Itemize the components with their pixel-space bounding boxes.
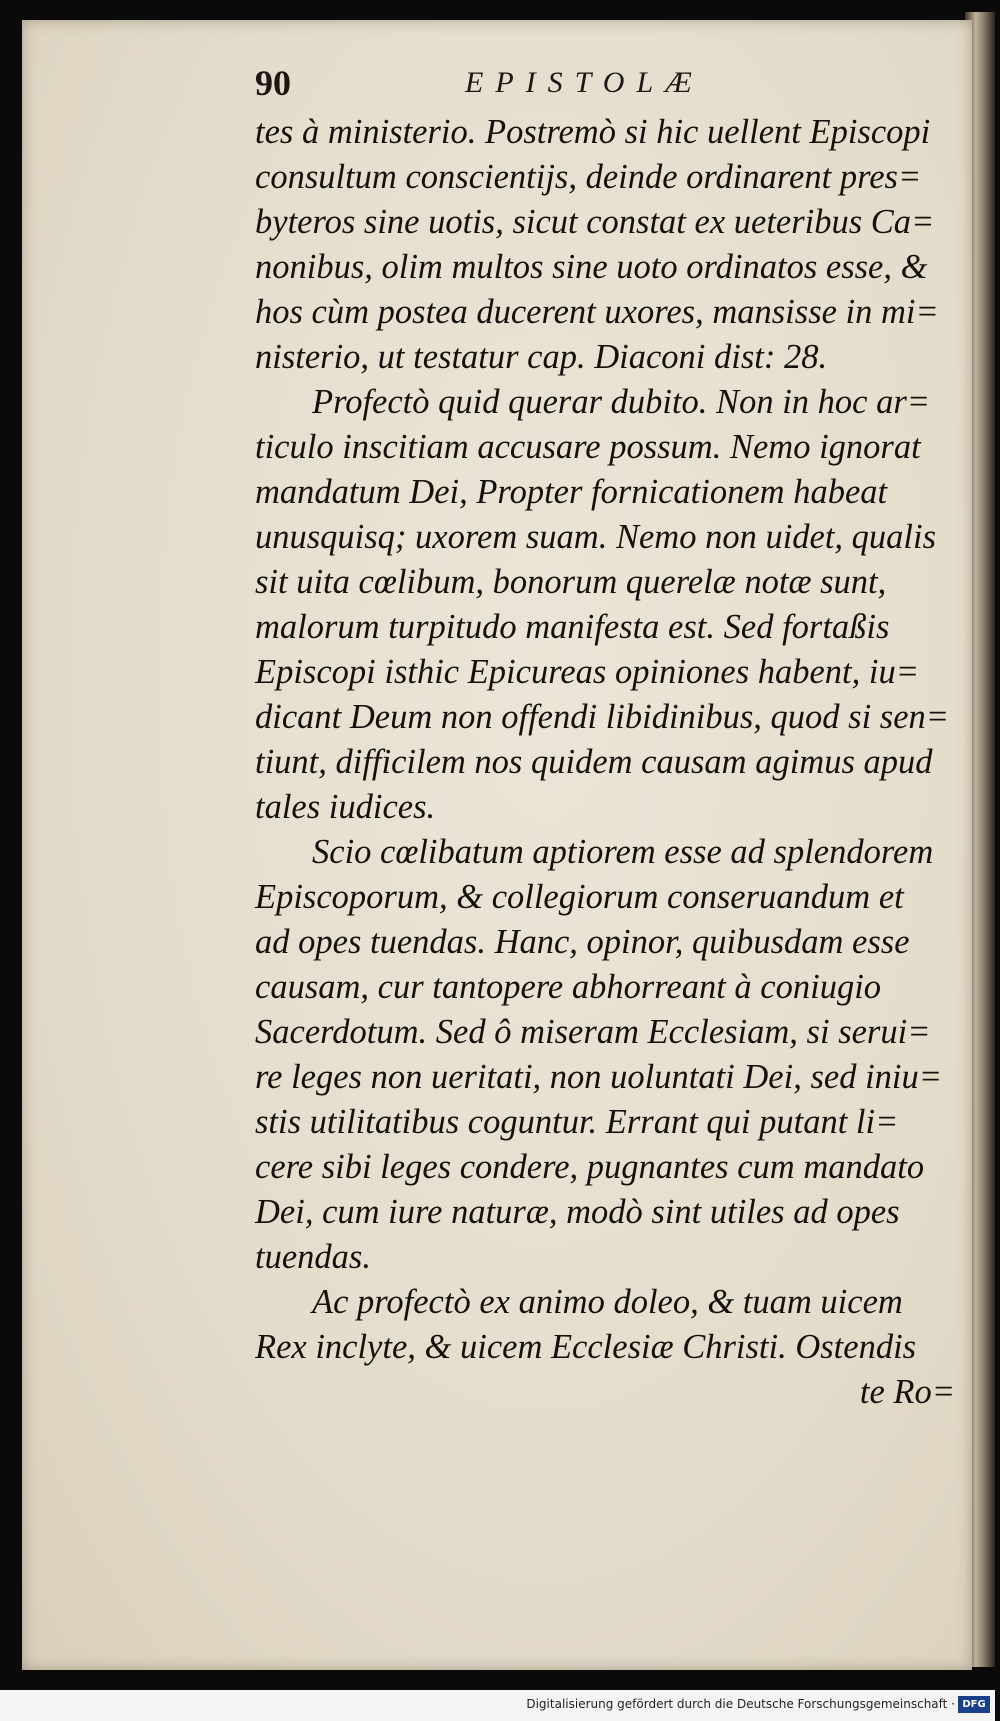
text-line: tes à ministerio. Postremò si hic uellent Episcopi — [255, 113, 931, 151]
digitization-footer — [0, 1690, 995, 1721]
text-line: Sacerdotum. Sed ô miseram Ecclesiam, si serui= — [255, 1013, 931, 1051]
page-number: 90 — [255, 63, 291, 103]
page-header — [255, 62, 955, 112]
catchword: te Ro= — [859, 1373, 955, 1411]
text-line: hos cùm postea ducerent uxores, mansisse in mi= — [255, 293, 939, 331]
text-line: tales iudices. — [255, 788, 436, 826]
text-line: tuendas. — [255, 1238, 371, 1276]
running-head: EPISTOLÆ — [465, 66, 704, 99]
text-line: nisterio, ut testatur cap. Diaconi dist: 28. — [255, 338, 828, 376]
funding-notice: Digitalisierung gefördert durch die Deutsche Forschungsgemeinschaft · — [526, 1697, 955, 1711]
text-line: Scio cœlibatum aptiorem esse ad splendorem — [312, 833, 934, 871]
text-line: byteros sine uotis, sicut constat ex ueteribus Ca= — [255, 203, 935, 241]
text-line: ad opes tuendas. Hanc, opinor, quibusdam esse — [255, 923, 910, 961]
text-line: Ac profectò ex animo doleo, & tuam uicem — [312, 1283, 903, 1321]
text-line: malorum turpitudo manifesta est. Sed fortaßis — [255, 608, 890, 646]
text-line: cere sibi leges condere, pugnantes cum mandato — [255, 1148, 925, 1186]
text-line: dicant Deum non offendi libidinibus, quod si sen= — [255, 698, 950, 736]
text-line: stis utilitatibus coguntur. Errant qui putant li= — [255, 1103, 899, 1141]
body-text — [255, 110, 955, 1415]
text-line: mandatum Dei, Propter fornicationem habeat — [255, 473, 888, 511]
text-line: ticulo inscitiam accusare possum. Nemo ignorat — [255, 428, 921, 466]
text-line: Dei, cum iure naturæ, modò sint utiles ad opes — [255, 1193, 900, 1231]
text-line: Rex inclyte, & uicem Ecclesiæ Christi. Ostendis — [255, 1328, 917, 1366]
text-line: unusquisq; uxorem suam. Nemo non uidet, qualis — [255, 518, 937, 556]
text-line: nonibus, olim multos sine uoto ordinatos esse, & — [255, 248, 928, 286]
text-line: causam, cur tantopere abhorreant à coniugio — [255, 968, 882, 1006]
text-line: consultum conscientijs, deinde ordinarent pres= — [255, 158, 922, 196]
text-line: re leges non ueritati, non uoluntati Dei, sed iniu= — [255, 1058, 943, 1096]
text-line: Profectò quid querar dubito. Non in hoc ar= — [312, 383, 931, 421]
text-line: Episcopi isthic Epicureas opiniones habent, iu= — [255, 653, 920, 691]
text-line: tiunt, difficilem nos quidem causam agimus apud — [255, 743, 933, 781]
text-line: Episcoporum, & collegiorum conseruandum et — [255, 878, 904, 916]
dfg-logo: DFG — [958, 1696, 990, 1713]
text-line: sit uita cœlibum, bonorum querelæ notæ sunt, — [255, 563, 887, 601]
